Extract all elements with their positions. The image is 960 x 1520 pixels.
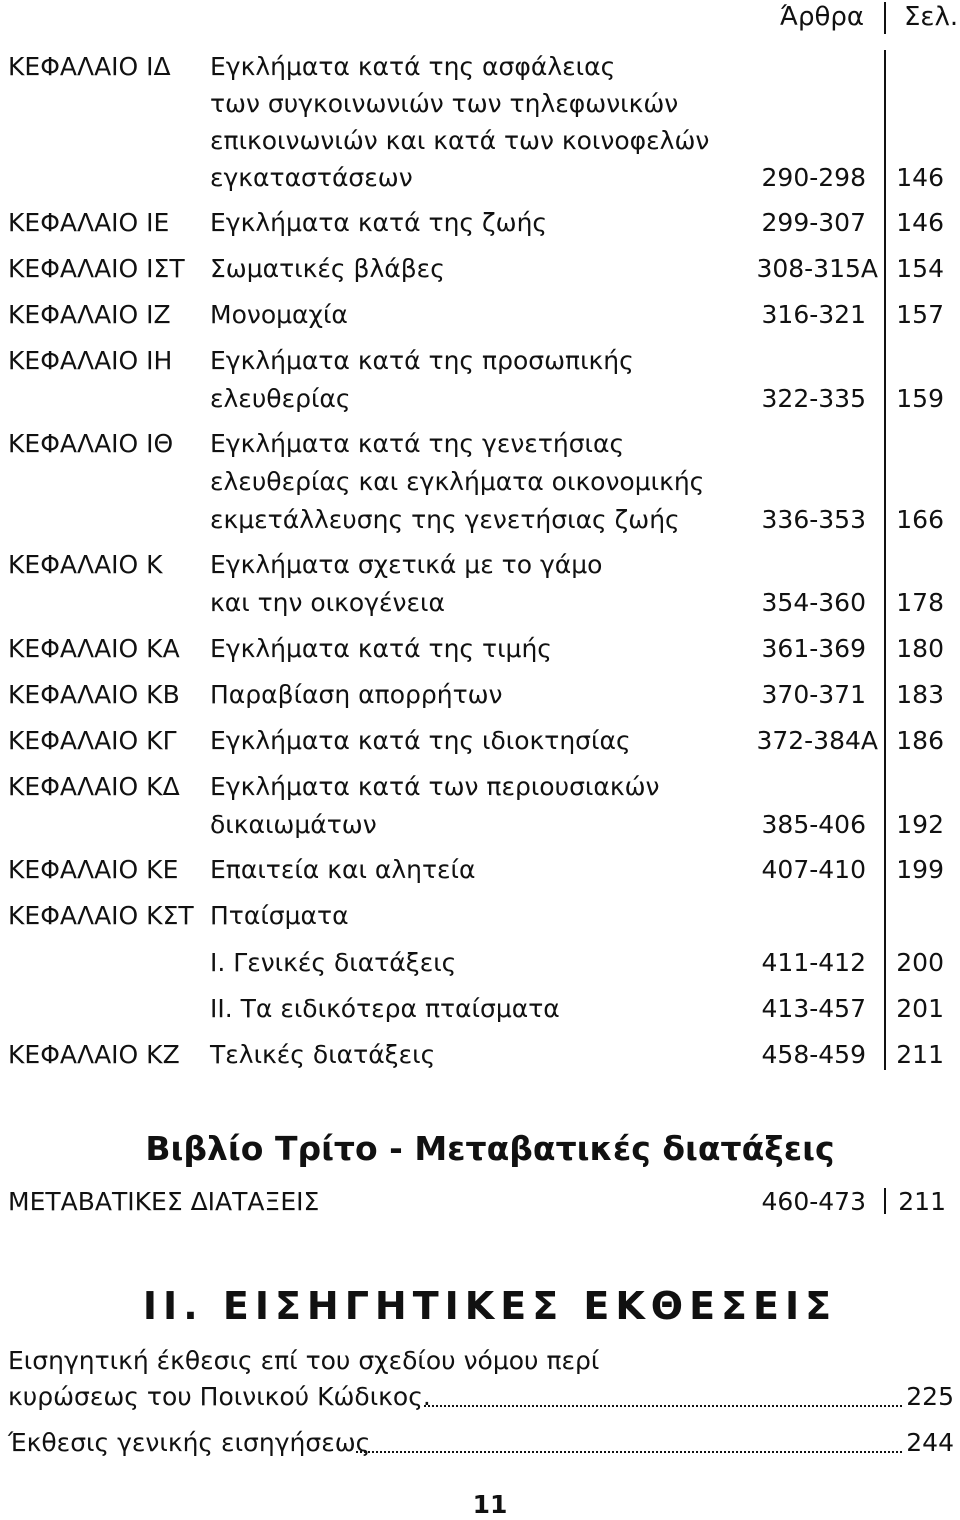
chapter-title-line: των συγκοινωνιών των τηλεφωνικών (210, 89, 679, 118)
report-page: 244 (906, 1428, 954, 1457)
transitional-articles: 460-473 (761, 1187, 866, 1216)
chapter-title-line: Εγκλήματα κατά της ζωής (210, 208, 548, 237)
chapter-page: 154 (896, 254, 944, 283)
chapter-articles: 336-353 (761, 505, 866, 534)
chapter-label: ΚΕΦΑΛΑΙΟ ΚΔ (8, 772, 180, 801)
chapter-label: ΚΕΦΑΛΑΙΟ ΚΕ (8, 855, 179, 884)
chapter-page: 186 (896, 726, 944, 755)
chapter-label: ΚΕΦΑΛΑΙΟ ΙΣΤ (8, 254, 185, 283)
chapter-label: ΚΕΦΑΛΑΙΟ ΙΘ (8, 429, 174, 458)
chapter-label: ΚΕΦΑΛΑΙΟ ΚΓ (8, 726, 177, 755)
chapter-label: ΚΕΦΑΛΑΙΟ ΙΗ (8, 346, 173, 375)
chapter-page: 178 (896, 588, 944, 617)
dot-leader (424, 1404, 902, 1407)
chapter-label: ΚΕΦΑΛΑΙΟ ΚΣΤ (8, 901, 194, 930)
chapter-articles: 413-457 (761, 994, 866, 1023)
chapter-label: ΚΕΦΑΛΑΙΟ ΚΒ (8, 680, 180, 709)
chapter-title-line: ελευθερίας και εγκλήματα οικονομικής (210, 467, 705, 496)
chapter-articles: 361-369 (761, 634, 866, 663)
chapter-articles: 316-321 (761, 300, 866, 329)
chapter-articles: 385-406 (761, 810, 866, 839)
chapter-title-line: Παραβίαση απορρήτων (210, 680, 503, 709)
chapter-articles: 290-298 (761, 163, 866, 192)
column-divider-header (884, 2, 886, 34)
chapter-articles: 458-459 (761, 1040, 866, 1069)
chapter-label: ΚΕΦΑΛΑΙΟ ΙΕ (8, 208, 170, 237)
chapter-title-line: και την οικογένεια (210, 588, 445, 617)
transitional-page: 211 (898, 1187, 946, 1216)
report-page: 225 (906, 1382, 954, 1411)
chapter-articles: 411-412 (761, 948, 866, 977)
chapter-page: 166 (896, 505, 944, 534)
chapter-title-line: ελευθερίας (210, 384, 351, 413)
report-entry-line: κυρώσεως του Ποινικού Κώδικος. (8, 1382, 431, 1411)
chapter-label: ΚΕΦΑΛΑΙΟ ΙΔ (8, 52, 171, 81)
book-three-title: Βιβλίο Τρίτο - Μεταβατικές διατάξεις (145, 1129, 835, 1168)
chapter-articles: 299-307 (761, 208, 866, 237)
chapter-title-line: Μονομαχία (210, 300, 348, 329)
chapter-title-line: Εγκλήματα κατά της ιδιοκτησίας (210, 726, 631, 755)
page-number: 11 (472, 1490, 508, 1519)
articles-column-header: Άρθρα (779, 2, 864, 32)
chapter-page: 159 (896, 384, 944, 413)
chapter-title-line: Επαιτεία και αλητεία (210, 855, 476, 884)
chapter-articles: 322-335 (761, 384, 866, 413)
transitional-provisions-label: ΜΕΤΑΒΑΤΙΚΕΣ ΔΙΑΤΑΞΕΙΣ (8, 1187, 320, 1216)
chapter-title-line: Εγκλήματα κατά της προσωπικής (210, 346, 634, 375)
subchapter-title: ΙΙ. Τα ειδικότερα πταίσματα (210, 994, 560, 1023)
dot-leader (356, 1450, 902, 1453)
chapter-page: 192 (896, 810, 944, 839)
chapter-title-line: εγκαταστάσεων (210, 163, 413, 192)
section-two-title: ΙΙ. ΕΙΣΗΓΗΤΙΚΕΣ ΕΚΘΕΣΕΙΣ (142, 1284, 838, 1328)
chapter-label: ΚΕΦΑΛΑΙΟ Κ (8, 550, 163, 579)
chapter-title-line: δικαιωμάτων (210, 810, 377, 839)
chapter-articles: 370-371 (761, 680, 866, 709)
report-entry-line: Εισηγητική έκθεσις επί του σχεδίου νόμου περί (8, 1346, 600, 1375)
subchapter-title: Ι. Γενικές διατάξεις (210, 948, 457, 977)
chapter-page: 183 (896, 680, 944, 709)
chapter-title-line: Πταίσματα (210, 901, 349, 930)
chapter-articles: 407-410 (761, 855, 866, 884)
chapter-page: 211 (896, 1040, 944, 1069)
chapter-title-line: Εγκλήματα σχετικά με το γάμο (210, 550, 603, 579)
chapter-page: 146 (896, 208, 944, 237)
chapter-page: 200 (896, 948, 944, 977)
chapter-label: ΚΕΦΑΛΑΙΟ ΚΑ (8, 634, 180, 663)
chapter-title-line: εκμετάλλευσης της γενετήσιας ζωής (210, 505, 680, 534)
chapter-articles: 354-360 (761, 588, 866, 617)
chapter-page: 157 (896, 300, 944, 329)
chapter-articles: 372-384Α (756, 726, 878, 755)
chapter-page: 146 (896, 163, 944, 192)
chapter-title-line: επικοινωνιών και κατά των κοινοφελών (210, 126, 710, 155)
chapter-title-line: Τελικές διατάξεις (210, 1040, 436, 1069)
chapter-title-line: Εγκλήματα κατά της τιμής (210, 634, 552, 663)
chapter-page: 180 (896, 634, 944, 663)
report-entry-line: Έκθεσις γενικής εισηγήσεως (8, 1428, 371, 1457)
chapter-title-line: Εγκλήματα κατά της γενετήσιας (210, 429, 625, 458)
chapter-title-line: Εγκλήματα κατά των περιουσιακών (210, 772, 660, 801)
chapter-page: 201 (896, 994, 944, 1023)
chapter-label: ΚΕΦΑΛΑΙΟ ΙΖ (8, 300, 171, 329)
column-divider (884, 50, 886, 1070)
chapter-articles: 308-315Α (756, 254, 878, 283)
chapter-title-line: Εγκλήματα κατά της ασφάλειας (210, 52, 616, 81)
chapter-label: ΚΕΦΑΛΑΙΟ ΚΖ (8, 1040, 180, 1069)
chapter-title-line: Σωματικές βλάβες (210, 254, 445, 283)
page-column-header: Σελ. (904, 2, 959, 32)
chapter-page: 199 (896, 855, 944, 884)
